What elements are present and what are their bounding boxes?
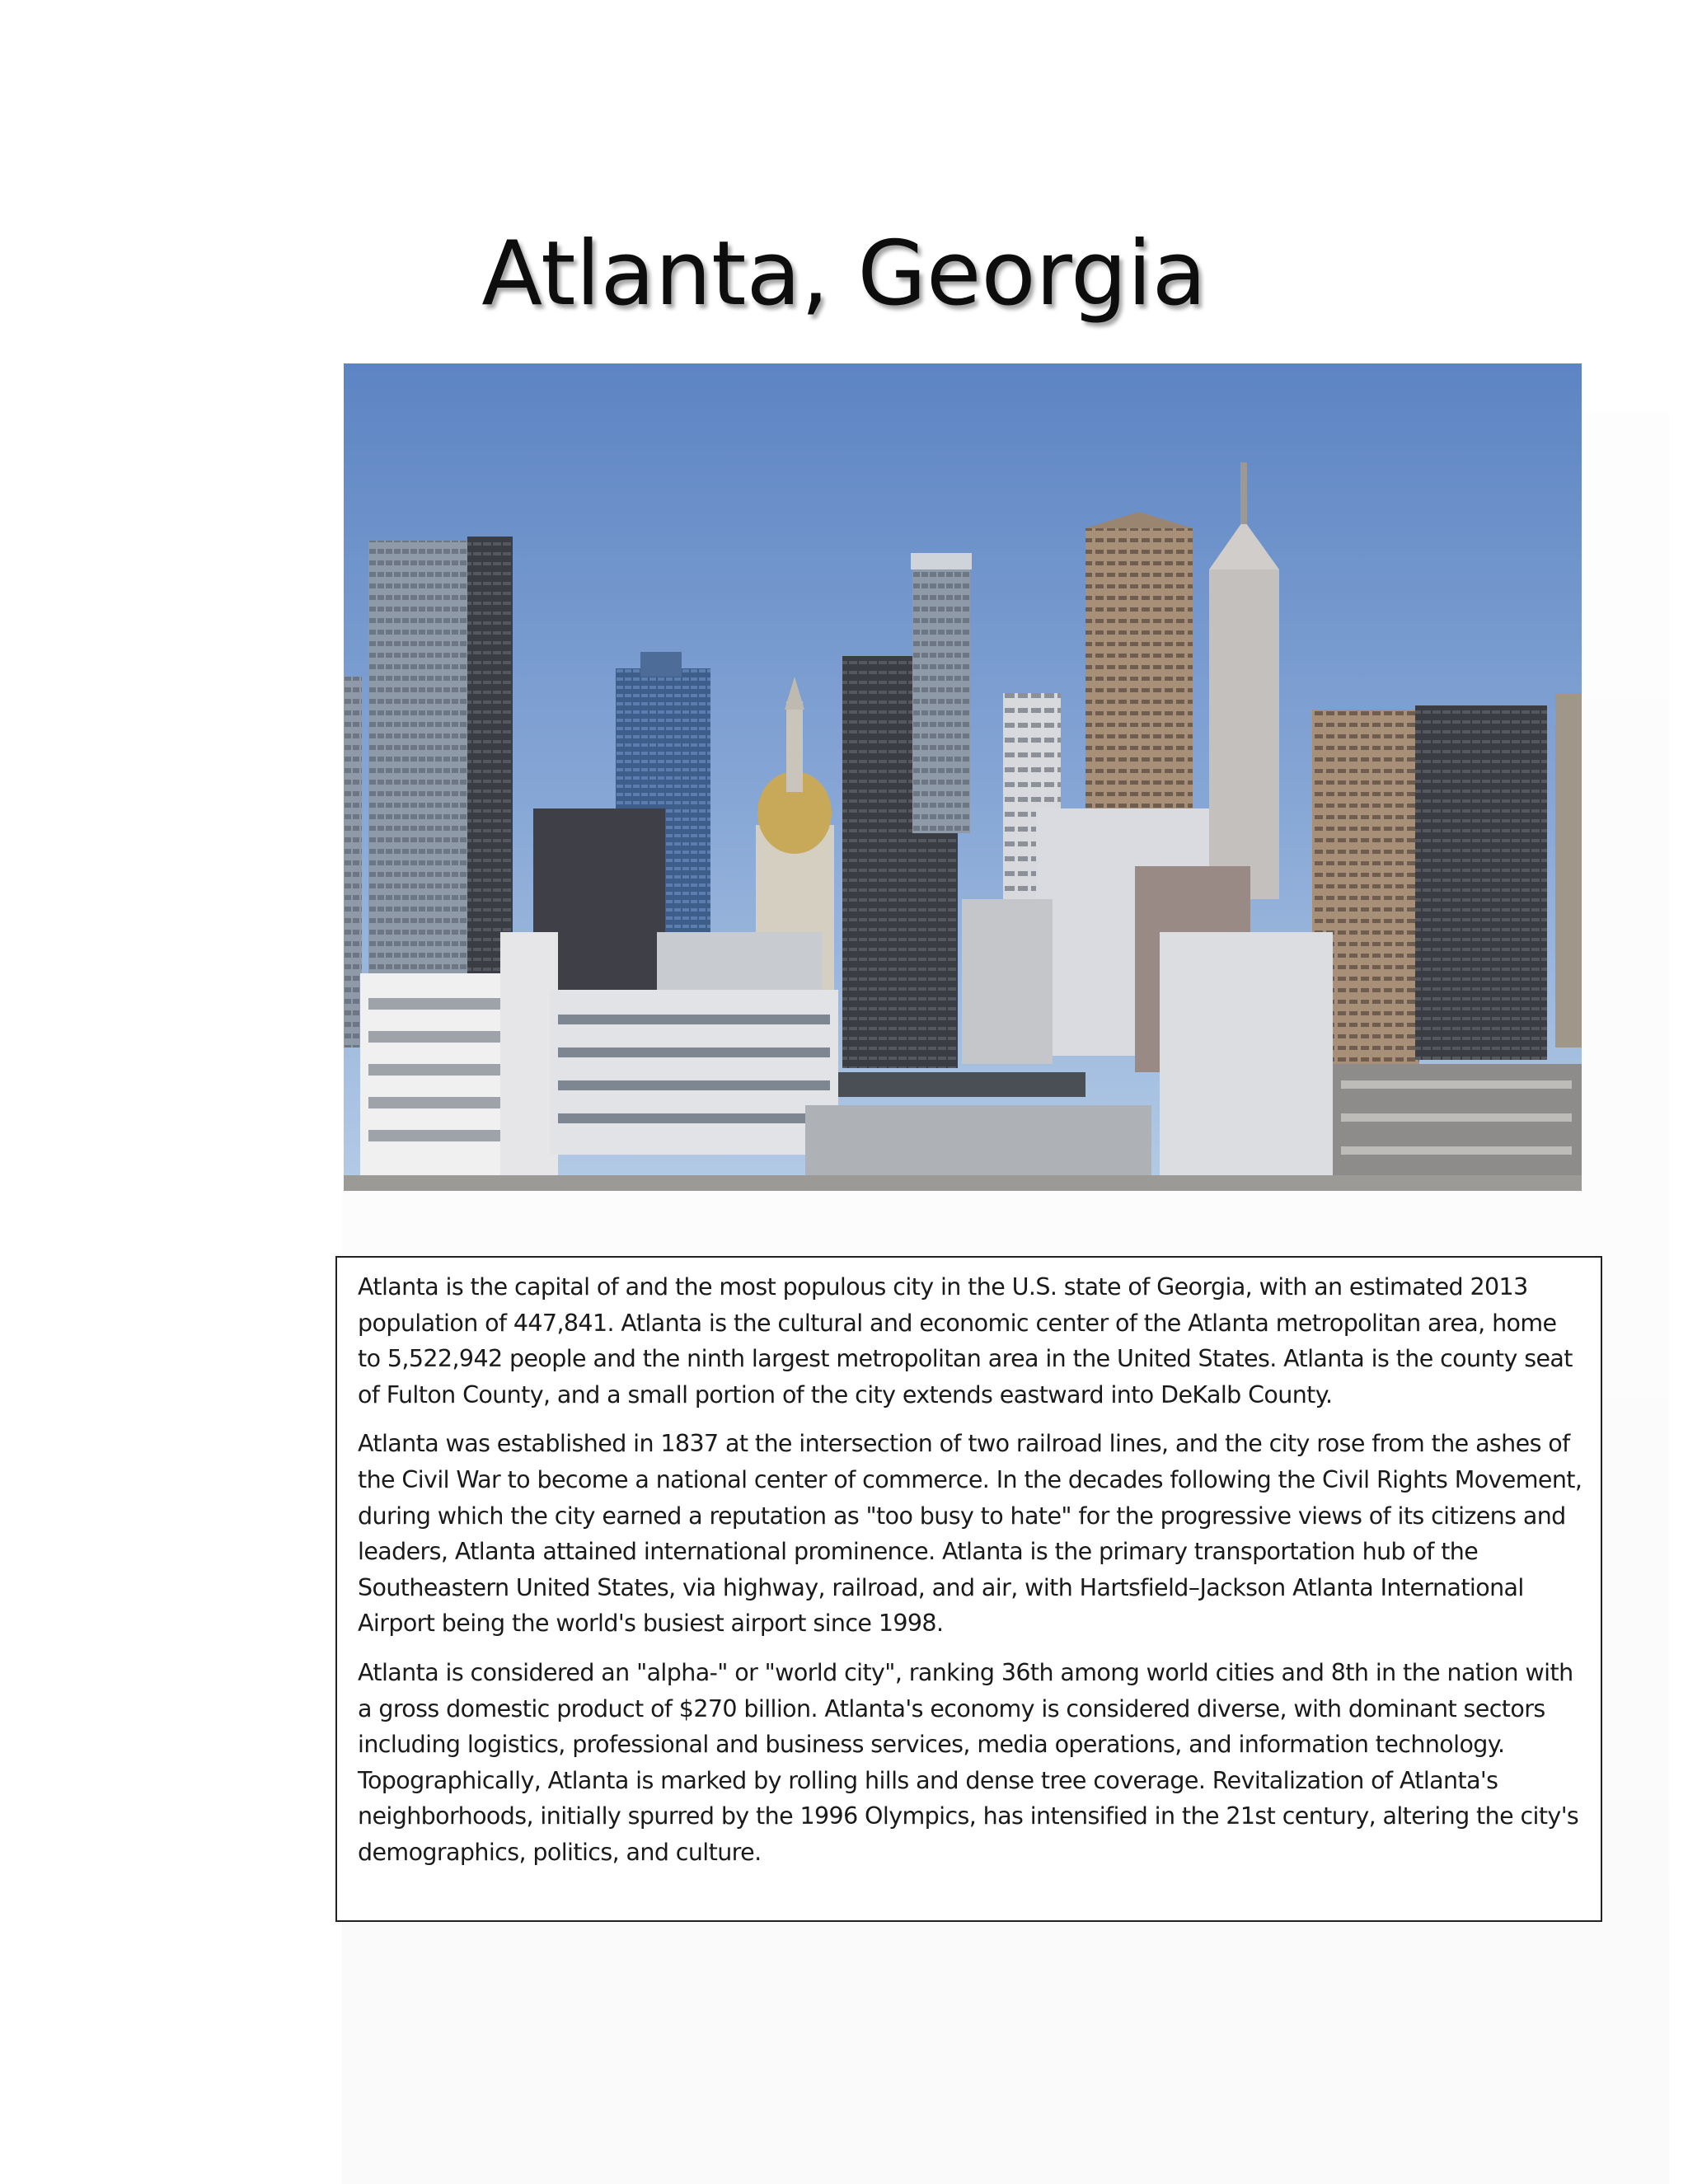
skyline-photo [344,363,1582,1191]
paragraph-2: Atlanta was established in 1837 at the intersection of two railroad lines, and the city rose from the ashes of the Civil War to become a national center of commerce. In the decades following the Civil Rights Movement, during which the city earned a reputation as "too busy to hate" for the progressive views of its citizens and leaders, Atlanta attained international prominence. Atlanta is the primary transportation hub of the Southeastern United States, via highway, railroad, and air, with Hartsfield–Jackson Atlanta International Airport being the world's busiest airport since 1998. [358,1430,1582,1638]
description-box [335,1256,1602,1922]
page-title: Atlanta, Georgia [481,223,1207,326]
paragraph-3: Atlanta is considered an "alpha-" or "world city", ranking 36th among world cities and 8th in the nation with a gross domestic product of $270 billion. Atlanta's economy is considered diverse, with dominant sectors including logistics, professional and business services, media operations, and information technology. Topographically, Atlanta is marked by rolling hills and dense tree coverage. Revitalization of Atlanta's neighborhoods, initially spurred by the 1996 Olympics, has intensified in the 21st century, altering the city's demographics, politics, and culture. [358,1658,1579,1866]
paragraph-1: Atlanta is the capital of and the most populous city in the U.S. state of Georgia, with an estimated 2013 population of 447,841. Atlanta is the cultural and economic center of the Atlanta metropolitan area, home to 5,522,942 people and the ninth largest metropolitan area in the United States. Atlanta is the county seat of Fulton County, and a small portion of the city extends eastward into DeKalb County. [358,1273,1573,1408]
